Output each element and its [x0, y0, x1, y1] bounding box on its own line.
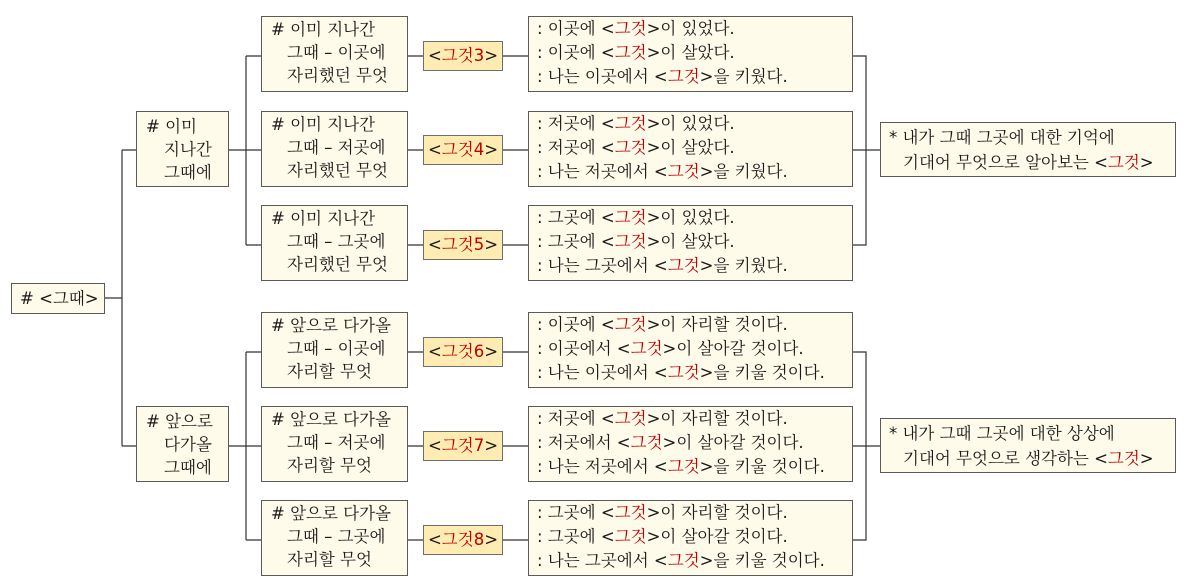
- text-node: [528, 111, 853, 187]
- desc-line: # 이미 지나간: [271, 209, 376, 228]
- desc-node: [261, 406, 408, 482]
- tag-number: 4: [473, 140, 485, 159]
- tag-node: <그것3>: [423, 41, 503, 71]
- text-node: [528, 500, 853, 576]
- group-header-line: 지나간: [164, 140, 212, 159]
- desc-line: # 이미 지나간: [271, 115, 376, 134]
- desc-line: 자리할 무엇: [287, 362, 372, 381]
- group-header-line: # 앞으로: [146, 412, 213, 431]
- text-node: [528, 406, 853, 482]
- text-line: : 이곳에서 <그것>이 살아갈 것이다.: [537, 339, 804, 358]
- group-header-line: 다가올: [164, 435, 212, 454]
- text-line: : 나는 이곳에서 <그것>을 키웠다.: [537, 67, 788, 86]
- tag-node: <그것4>: [423, 135, 503, 165]
- text-line: : 저곳에서 <그것>이 살아갈 것이다.: [537, 433, 804, 452]
- text-line: : 그곳에 <그것>이 자리할 것이다.: [537, 503, 788, 522]
- summary-imagination-node: [880, 418, 1176, 473]
- text-line: : 나는 이곳에서 <그것>을 키울 것이다.: [537, 363, 825, 382]
- tag-word: 그것: [441, 235, 474, 254]
- desc-line: 그때 – 저곳에: [287, 433, 386, 452]
- group-past-node: [136, 111, 229, 187]
- text-node: [528, 16, 853, 92]
- desc-line: 그때 – 이곳에: [287, 339, 386, 358]
- tag-node: <그것7>: [423, 431, 503, 461]
- tag-word: 그것: [441, 140, 474, 159]
- desc-node: [261, 500, 408, 576]
- text-line: : 나는 그곳에서 <그것>을 키웠다.: [537, 256, 788, 275]
- summary-line: * 내가 그때 그곳에 대한 기억에: [889, 128, 1115, 147]
- desc-line: # 앞으로 다가올: [271, 316, 391, 335]
- tag-word: 그것: [441, 46, 474, 65]
- summary-line: * 내가 그때 그곳에 대한 상상에: [889, 424, 1115, 443]
- desc-line: 자리할 무엇: [287, 456, 372, 475]
- tag-word: 그것: [441, 436, 474, 455]
- tag-node: <그것8>: [423, 525, 503, 555]
- desc-line: 그때 – 그곳에: [287, 527, 386, 546]
- summary-line: 기대어 무엇으로 알아보는 <그것>: [903, 153, 1154, 172]
- group-header-line: 그때에: [164, 458, 212, 477]
- text-line: : 저곳에 <그것>이 자리할 것이다.: [537, 409, 788, 428]
- desc-line: 그때 – 이곳에: [287, 43, 386, 62]
- group-future-node: [136, 406, 229, 482]
- tag-number: 3: [473, 46, 485, 65]
- tag-number: 5: [473, 235, 485, 254]
- desc-node: [261, 16, 408, 92]
- desc-node: [261, 111, 408, 187]
- summary-memory-node: [880, 122, 1176, 177]
- desc-line: # 앞으로 다가올: [271, 504, 391, 523]
- text-line: : 그곳에 <그것>이 살아갈 것이다.: [537, 527, 788, 546]
- desc-line: 자리했던 무엇: [287, 161, 388, 180]
- tag-word: 그것: [441, 530, 474, 549]
- desc-line: 자리했던 무엇: [287, 255, 388, 274]
- desc-node: [261, 312, 408, 388]
- tag-number: 6: [473, 342, 485, 361]
- tag-node: <그것5>: [423, 230, 503, 260]
- summary-line: 기대어 무엇으로 생각하는 <그것>: [903, 449, 1154, 468]
- desc-line: # 앞으로 다가올: [271, 410, 391, 429]
- group-header-line: # 이미: [146, 117, 197, 136]
- desc-line: 자리했던 무엇: [287, 66, 388, 85]
- text-line: : 이곳에 <그것>이 있었다.: [537, 19, 735, 38]
- desc-line: 그때 – 그곳에: [287, 232, 386, 251]
- tag-number: 7: [473, 436, 485, 455]
- text-line: : 저곳에 <그것>이 있었다.: [537, 114, 735, 133]
- root-node: [11, 283, 105, 314]
- text-line: : 그곳에 <그것>이 살았다.: [537, 232, 735, 251]
- desc-line: 그때 – 저곳에: [287, 138, 386, 157]
- text-node: [528, 312, 853, 388]
- tag-word: 그것: [441, 342, 474, 361]
- root-label: # <그때>: [20, 289, 99, 308]
- text-line: : 이곳에 <그것>이 살았다.: [537, 43, 735, 62]
- text-line: : 나는 저곳에서 <그것>을 키웠다.: [537, 162, 788, 181]
- text-line: : 그곳에 <그것>이 있었다.: [537, 208, 735, 227]
- text-line: : 이곳에 <그것>이 자리할 것이다.: [537, 315, 788, 334]
- text-line: : 나는 그곳에서 <그것>을 키울 것이다.: [537, 551, 825, 570]
- text-line: : 저곳에 <그것>이 살았다.: [537, 138, 735, 157]
- tag-node: <그것6>: [423, 337, 503, 367]
- desc-node: [261, 205, 408, 281]
- desc-line: # 이미 지나간: [271, 20, 376, 39]
- group-header-line: 그때에: [164, 163, 212, 182]
- tag-number: 8: [473, 530, 485, 549]
- text-line: : 나는 저곳에서 <그것>을 키울 것이다.: [537, 457, 825, 476]
- desc-line: 자리할 무엇: [287, 550, 372, 569]
- text-node: [528, 205, 853, 281]
